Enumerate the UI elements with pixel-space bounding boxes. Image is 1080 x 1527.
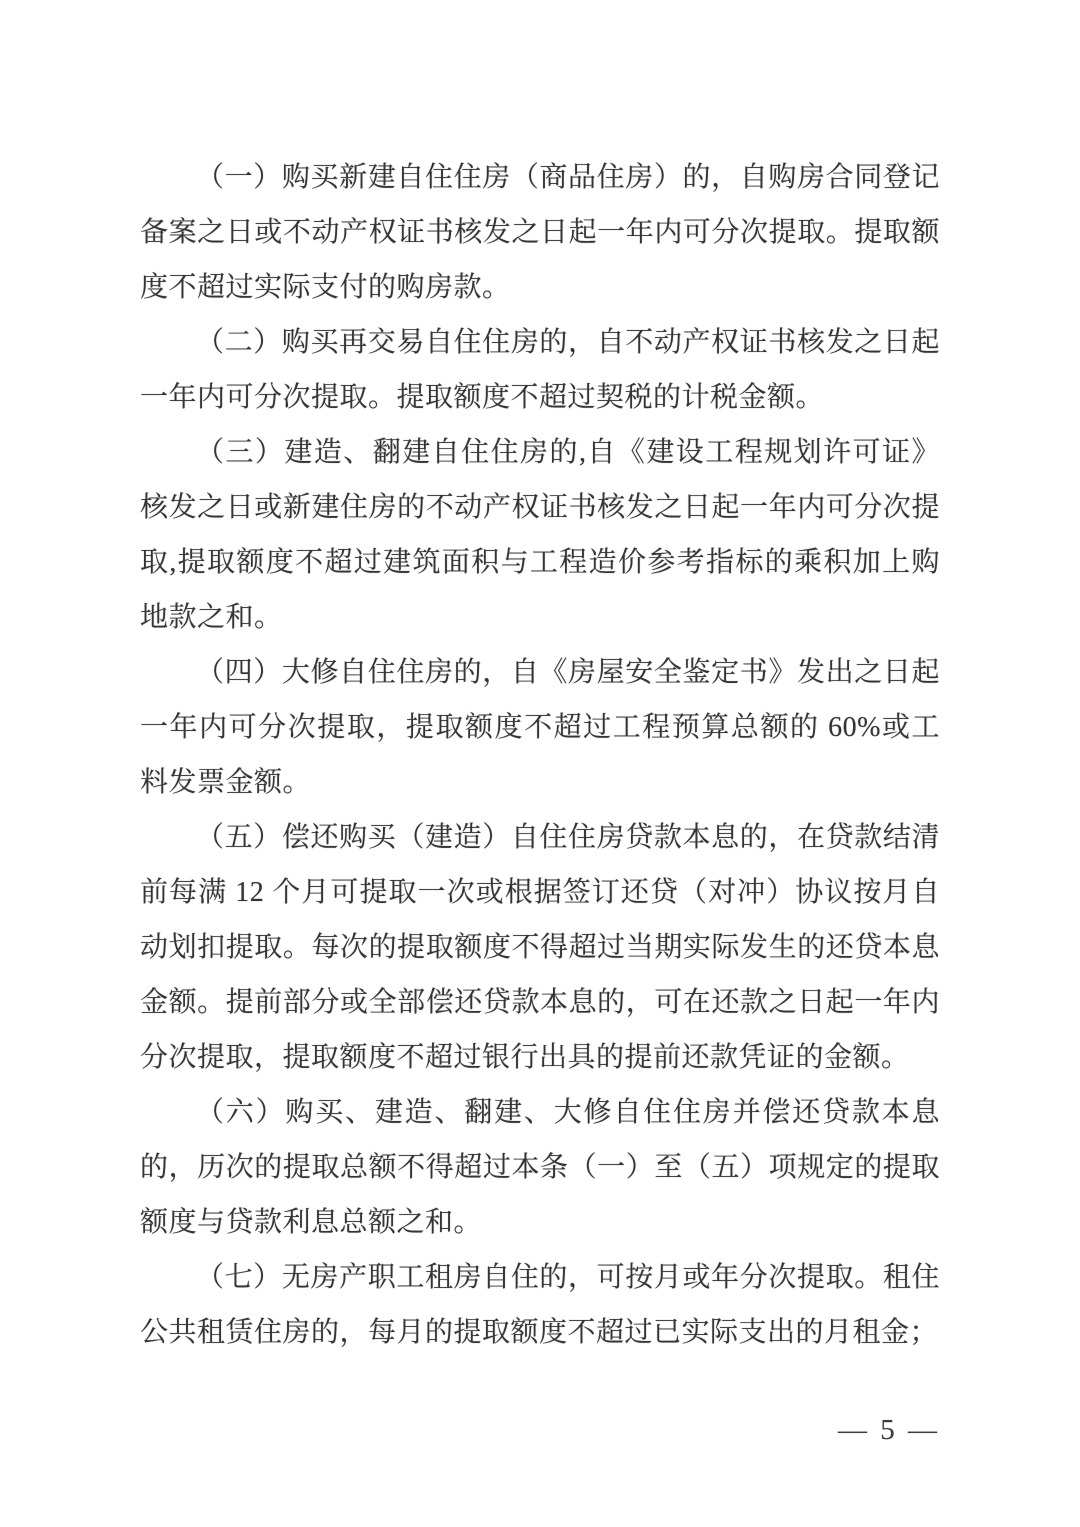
paragraph: （四）大修自住住房的，自《房屋安全鉴定书》发出之日起一年内可分次提取，提取额度不超过工程预算总额的 60%或工料发票金额。 — [140, 657, 940, 798]
paragraph: （五）偿还购买（建造）自住住房贷款本息的，在贷款结清前每满 12 个月可提取一次或根据签订还贷（对冲）协议按月自动划扣提取。每次的提取额度不得超过当期实际发生的还贷本息金额。提前部分或全部偿还贷款本息的，可在还款之日起一年内分次提取，提取额度不超过银行出具的提前还款凭证的金额。 — [140, 822, 940, 1073]
paragraph: （三）建造、翻建自住住房的,自《建设工程规划许可证》核发之日或新建住房的不动产权证书核发之日起一年内可分次提取,提取额度不超过建筑面积与工程造价参考指标的乘积加上购地款之和。 — [140, 437, 940, 633]
paragraph: （七）无房产职工租房自住的，可按月或年分次提取。租住公共租赁住房的，每月的提取额度不超过已实际支出的月租金； — [140, 1262, 940, 1348]
paragraph: （六）购买、建造、翻建、大修自住住房并偿还贷款本息的，历次的提取总额不得超过本条（一）至（五）项规定的提取额度与贷款利息总额之和。 — [140, 1097, 940, 1238]
document-body — [140, 150, 940, 1360]
paragraph: （二）购买再交易自住住房的，自不动产权证书核发之日起一年内可分次提取。提取额度不超过契税的计税金额。 — [140, 327, 940, 413]
page-number: — 5 — — [838, 1414, 940, 1446]
paragraph: （一）购买新建自住住房（商品住房）的，自购房合同登记备案之日或不动产权证书核发之日起一年内可分次提取。提取额度不超过实际支付的购房款。 — [140, 162, 940, 303]
